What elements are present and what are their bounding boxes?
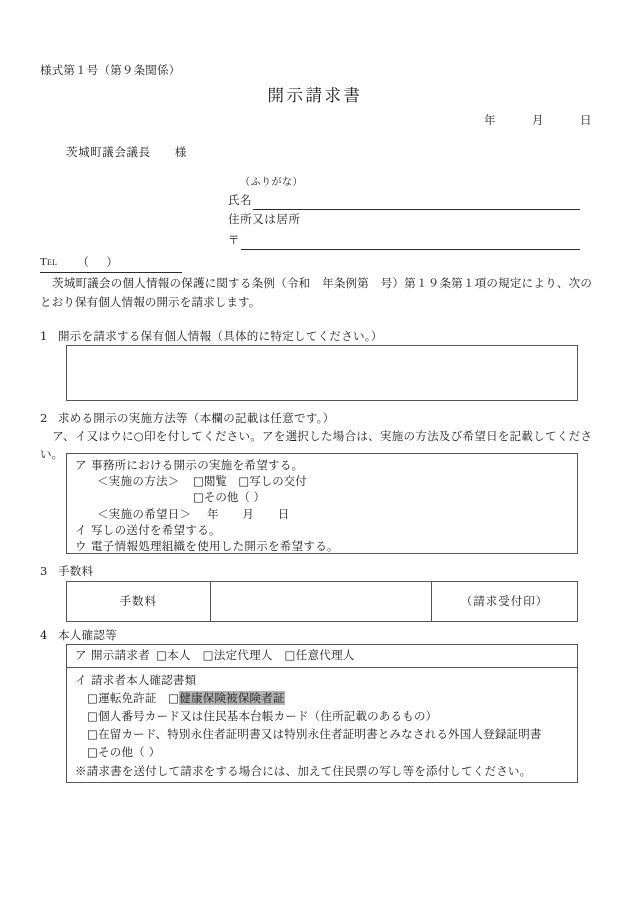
option-a-mark: ア — [75, 458, 87, 472]
option-a-row[interactable] — [67, 457, 577, 473]
intro-text: 茨城町議会の個人情報の保護に関する条例（令和 年条例第 号）第１９条第１項の規定により、次のとおり保有個人情報の開示を請求します。 — [40, 276, 592, 309]
method-other-checkbox[interactable]: □その他（ ） — [193, 490, 266, 505]
section-2-number: 2 — [40, 411, 48, 425]
option-b-row[interactable] — [67, 522, 577, 538]
section-3-number: 3 — [40, 564, 48, 578]
id-doc-item-3[interactable] — [75, 725, 577, 743]
address-field-row — [228, 211, 580, 229]
id-doc-item-1-pre: □運転免許証 □ — [87, 690, 180, 705]
id-doc-item-3-text: □在留カード、特別永住者証明書又は特別永住者証明書とみなされる外国人登録証明書 — [87, 727, 542, 742]
id-doc-item-2-text: □個人番号カード又は住民基本台帳カード（住所記載のあるもの） — [87, 709, 438, 724]
requester-type-label: 開示請求者 — [91, 648, 150, 662]
footnote-text: ※請求書を送付して請求をする場合には、加えて住民票の写し等を添付してください。 — [75, 763, 532, 778]
id-doc-item-1-highlight: 健康保険被保険者証 — [179, 690, 285, 705]
row-b-mark: イ — [75, 672, 87, 687]
identity-documents-heading — [75, 671, 577, 689]
option-b-mark: イ — [75, 522, 87, 537]
receipt-stamp-cell: （請求受付印） — [460, 594, 549, 609]
identity-documents-footnote — [75, 762, 577, 780]
page-title: 開示請求書 — [267, 86, 363, 105]
method-other-row[interactable] — [67, 489, 577, 505]
address-spacer — [302, 216, 580, 229]
row-a-mark: ア — [75, 648, 87, 662]
section-4-number: 4 — [40, 628, 48, 642]
option-c-label: 電子情報処理組織を使用した開示を希望する。 — [91, 539, 339, 554]
method-choices-row[interactable] — [67, 473, 577, 489]
id-doc-item-4[interactable] — [75, 743, 577, 761]
option-c-mark: ウ — [75, 539, 87, 554]
method-checkboxes[interactable]: □閲覧 □写しの交付 — [193, 474, 307, 489]
addressee-label: 茨城町議会議長 様 — [66, 145, 187, 159]
telephone-label: Tel — [40, 255, 58, 268]
requester-type-row[interactable] — [67, 645, 577, 668]
form-code-label: 様式第１号（第９条関係） — [40, 63, 181, 77]
identity-documents-label: 請求者本人確認書類 — [91, 672, 197, 687]
telephone-area-code[interactable]: （ ） — [77, 255, 121, 269]
fee-amount-input[interactable] — [211, 582, 432, 621]
fee-label-cell: 手数料 — [67, 582, 211, 621]
postal-input-rule[interactable] — [241, 236, 580, 250]
disclosure-method-box — [66, 453, 578, 554]
telephone-field-row[interactable] — [40, 254, 182, 273]
postal-code-label: 〒 — [228, 233, 241, 247]
id-doc-item-1[interactable] — [75, 689, 577, 707]
option-b-label: 写しの送付を希望する。 — [91, 522, 221, 537]
section-2-note-text: ア、イ又はウに○印を付してください。アを選択した場合は、実施の方法及び希望日を記載してください。 — [40, 429, 592, 462]
intro-paragraph — [40, 274, 592, 311]
preferred-date-row[interactable] — [67, 506, 577, 522]
identity-documents-row — [67, 668, 577, 780]
section-1-number: 1 — [40, 329, 48, 343]
name-field-row — [228, 192, 580, 210]
identity-verification-box — [66, 644, 578, 783]
requested-information-input[interactable] — [66, 345, 578, 401]
method-label: ＜実施の方法＞ — [97, 474, 180, 489]
preferred-date-label: ＜実施の希望日＞ — [97, 506, 192, 521]
option-c-row[interactable] — [67, 538, 577, 554]
name-input-rule[interactable] — [253, 196, 580, 210]
fee-table — [66, 581, 578, 622]
date-field[interactable]: 年 月 日 — [484, 113, 592, 127]
id-doc-item-4-text: □その他（ ） — [87, 745, 161, 760]
section-2-heading — [40, 410, 335, 427]
section-3-heading — [40, 563, 93, 580]
furigana-label: （ふりがな） — [240, 177, 303, 188]
option-a-label: 事務所における開示の実施を希望する。 — [91, 458, 304, 472]
name-label: 氏名 — [228, 193, 253, 207]
section-4-heading — [40, 627, 117, 644]
section-2-title: 求める開示の実施方法等（本欄の記載は任意です。） — [58, 411, 335, 425]
address-label: 住所又は居所 — [228, 212, 301, 226]
section-1-heading — [40, 328, 383, 345]
requester-type-checkboxes[interactable]: □本人 □法定代理人 □任意代理人 — [156, 648, 355, 662]
section-4-title: 本人確認等 — [58, 628, 117, 642]
id-doc-item-2[interactable] — [75, 707, 577, 725]
postal-field-row — [228, 232, 580, 250]
section-3-title: 手数料 — [58, 564, 94, 578]
preferred-date-value[interactable]: 年 月 日 — [207, 506, 290, 521]
section-1-title: 開示を請求する保有個人情報（具体的に特定してください。） — [58, 329, 383, 343]
